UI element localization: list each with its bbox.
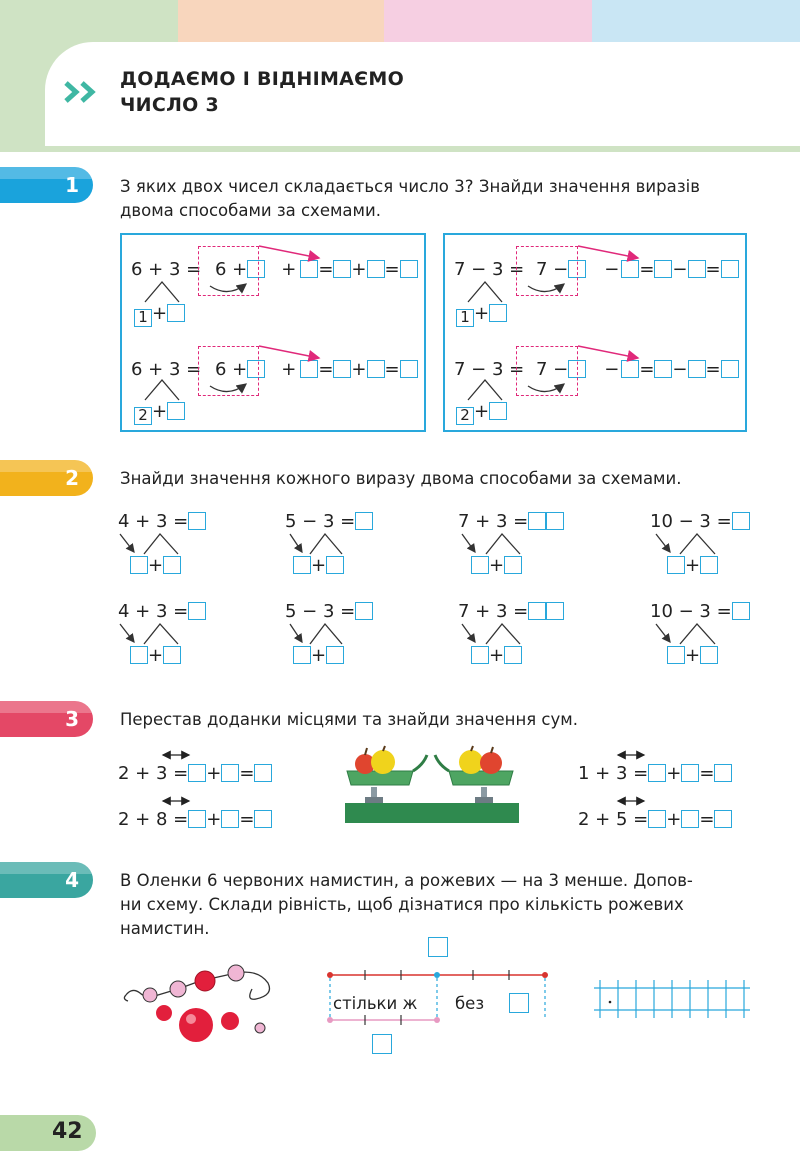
answer-box-without[interactable] — [509, 993, 529, 1013]
title-line-2: ЧИСЛО 3 — [120, 94, 220, 116]
expression-inner: 7 − — [535, 259, 569, 280]
expression-inner: 7 − — [535, 359, 569, 380]
expression: 5 − 3 = — [285, 511, 356, 532]
task-1-left-row-1-split: 1 + — [134, 303, 185, 327]
expression: 4 + 3 = — [118, 601, 189, 622]
page-number: 42 — [52, 1119, 83, 1144]
task-2-split-2b: + — [293, 645, 344, 667]
task-3-right-expr-1: 1 + 3 = + = — [578, 763, 732, 785]
answer-box-bottom[interactable] — [372, 1034, 392, 1054]
task-1-number: 1 — [65, 173, 79, 197]
task-1-right-row-2-split: 2 + — [456, 401, 507, 425]
expression: 7 + 3 = — [458, 601, 529, 622]
page-number-tab — [0, 1115, 96, 1151]
task-1-right-row-2: 7 − 3 = 7 − − = − = — [454, 359, 739, 381]
scheme-label-without: без — [455, 994, 485, 1013]
title-line-1: ДОДАЄМО І ВІДНІМАЄМО — [120, 68, 405, 90]
task-4-badge — [0, 862, 93, 898]
expression-inner: 6 + — [214, 259, 248, 280]
task-3-number: 3 — [65, 707, 79, 731]
task-3-left-expr-1: 2 + 3 = + = — [118, 763, 272, 785]
task-3-right-expr-2: 2 + 5 = + = — [578, 809, 732, 831]
expression: 4 + 3 = — [118, 511, 189, 532]
split-number-box: 1 — [456, 309, 474, 327]
task-4-text-line-1: В Оленки 6 червоних намистин, а рожевих — на 3 менше. Допов- — [120, 871, 693, 890]
task-2-text: Знайди значення кожного виразу двома способами за схемами. — [120, 469, 682, 488]
answer-box-top[interactable] — [428, 937, 448, 957]
expression: 2 + 3 = — [118, 763, 189, 784]
expression: 1 + 3 = — [578, 763, 649, 784]
task-2-split-3b: + — [471, 645, 522, 667]
task-1-right-row-1: 7 − 3 = 7 − − = − = — [454, 259, 739, 281]
task-1-right-row-1-split: 1 + — [456, 303, 507, 327]
expression: 7 + 3 = — [458, 511, 529, 532]
task-1-text-line-1: З яких двох чисел складається число 3? Знайди значення виразів — [120, 177, 701, 196]
split-number-box: 1 — [134, 309, 152, 327]
balance-scale-illustration — [343, 745, 523, 825]
task-2-split-1b: + — [130, 645, 181, 667]
task-2-split-4a: + — [667, 555, 718, 577]
equation-answer-grid[interactable] — [594, 980, 754, 1020]
task-2-split-3a: + — [471, 555, 522, 577]
task-1-left-row-1: 6 + 3 = 6 + + = + = — [131, 259, 418, 281]
task-2-split-2a: + — [293, 555, 344, 577]
task-4-text-line-3: намистин. — [120, 919, 210, 938]
expression: 5 − 3 = — [285, 601, 356, 622]
expression-inner: 6 + — [214, 359, 248, 380]
beads-illustration — [118, 965, 288, 1060]
expression: 10 − 3 = — [650, 601, 732, 622]
scheme-label-same: стільки ж — [333, 994, 418, 1013]
split-number-box: 2 — [134, 407, 152, 425]
task-2-split-1a: + — [130, 555, 181, 577]
task-4-number: 4 — [65, 868, 79, 892]
split-number-box: 2 — [456, 407, 474, 425]
task-1-text-line-2: двома способами за схемами. — [120, 201, 381, 220]
task-4-text — [120, 869, 750, 941]
task-4-text-line-2: ни схему. Склади рівність, щоб дізнатися про кількість рожевих — [120, 895, 684, 914]
task-3-left-expr-2: 2 + 8 = + = — [118, 809, 272, 831]
task-2-split-4b: + — [667, 645, 718, 667]
task-1-left-row-2: 6 + 3 = 6 + + = + = — [131, 359, 418, 381]
expression: 7 − 3 = — [454, 359, 525, 380]
task-2-number: 2 — [65, 466, 79, 490]
task-3-text: Перестав доданки місцями та знайди значення сум. — [120, 710, 578, 729]
expression: 10 − 3 = — [650, 511, 732, 532]
expression: 7 − 3 = — [454, 259, 525, 280]
task-1-left-row-2-split: 2 + — [134, 401, 185, 425]
expression: 6 + 3 = — [131, 259, 202, 280]
expression: 6 + 3 = — [131, 359, 202, 380]
expression: 2 + 8 = — [118, 809, 189, 830]
expression: 2 + 5 = — [578, 809, 649, 830]
